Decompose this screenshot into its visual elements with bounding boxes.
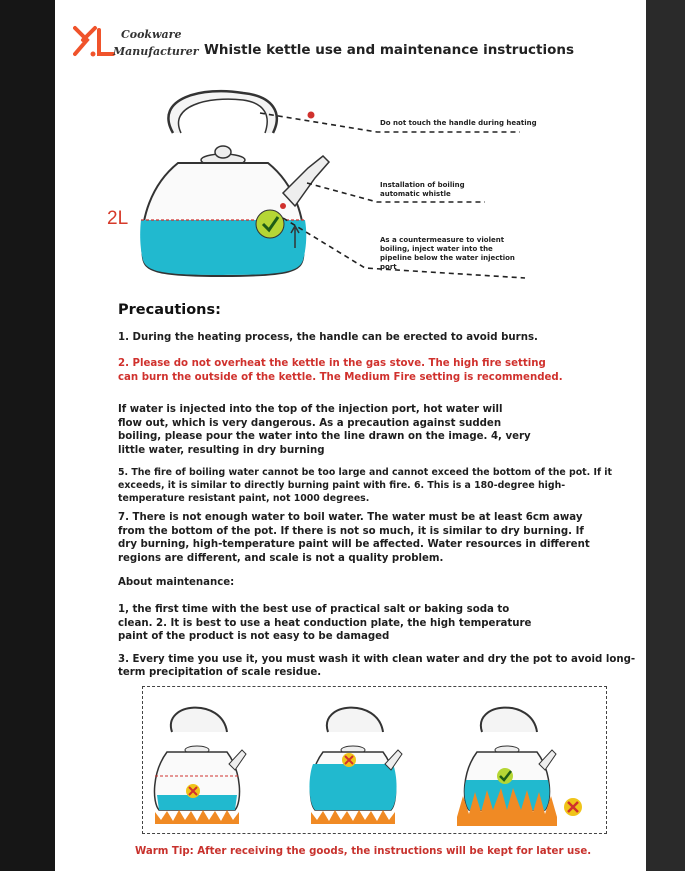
page-title: Whistle kettle use and maintenance instructions [204, 42, 575, 58]
leader-lines [55, 0, 646, 300]
precaution-3-line4: little water, resulting in dry burning [118, 445, 325, 456]
left-frame [0, 0, 55, 871]
instruction-sheet [55, 0, 646, 871]
precaution-5-line3: temperature resistant paint, not 1000 degrees. [118, 493, 370, 504]
maintenance-3-line1: 3. Every time you use it, you must wash it with clean water and dry the pot to avoid long- [118, 654, 636, 665]
note-whistle-2: automatic whistle [380, 190, 451, 198]
precaution-7-line3: dry burning, high-temperature paint will be affected. Water resources in different [118, 539, 590, 550]
precaution-3-line2: flow out, which is very dangerous. As a precaution against sudden [118, 418, 502, 429]
note-injection-2: boiling, inject water into the [380, 245, 493, 253]
kettle-fire-too-large [457, 692, 587, 827]
precautions-heading: Precautions: [118, 302, 221, 318]
precaution-5-line1: 5. The fire of boiling water cannot be too large and cannot exceed the bottom of the pot. If it [118, 467, 613, 478]
maintenance-1-line1: 1, the first time with the best use of practical salt or baking soda to [118, 604, 510, 615]
note-injection-4: port [380, 263, 397, 271]
note-injection-3: pipeline below the water injection [380, 254, 515, 262]
precaution-7-line1: 7. There is not enough water to boil water. The water must be at least 6cm away [118, 512, 583, 523]
precaution-5-line2: exceeds, it is similar to directly burning paint with fire. 6. This is a 180-degree high- [118, 480, 566, 491]
precaution-3-line1: If water is injected into the top of the injection port, hot water will [118, 404, 503, 415]
maintenance-1-line2: clean. 2. It is best to use a heat conduction plate, the high temperature [118, 618, 532, 629]
precaution-2-line2: can burn the outside of the kettle. The Medium Fire setting is recommended. [118, 372, 563, 383]
kettle-overfilled [303, 692, 403, 827]
precaution-2-line1: 2. Please do not overheat the kettle in the gas stove. The high fire setting [118, 358, 546, 369]
precaution-7-line4: regions are different, and scale is not a quality problem. [118, 553, 444, 564]
kettle-too-little-water [147, 692, 247, 827]
note-whistle-1: Installation of boiling [380, 181, 465, 189]
capacity-label: 2L [107, 208, 129, 229]
warm-tip: Warm Tip: After receiving the goods, the instructions will be kept for later use. [135, 846, 592, 857]
brand-name-line2: Manufacturer [113, 45, 199, 58]
precaution-1: 1. During the heating process, the handle can be erected to avoid burns. [118, 332, 538, 343]
precaution-3-line3: boiling, please pour the water into the line drawn on the image. 4, very [118, 431, 531, 442]
right-frame [646, 0, 685, 871]
brand-name-line1: Cookware [121, 28, 182, 41]
note-handle: Do not touch the handle during heating [380, 119, 537, 127]
maintenance-heading: About maintenance: [118, 577, 235, 588]
precaution-7-line2: from the bottom of the pot. If there is not so much, it is similar to dry burning. If [118, 526, 584, 537]
note-injection-1: As a countermeasure to violent [380, 236, 505, 244]
maintenance-1-line3: paint of the product is not easy to be damaged [118, 631, 390, 642]
maintenance-3-line2: term precipitation of scale residue. [118, 667, 322, 678]
